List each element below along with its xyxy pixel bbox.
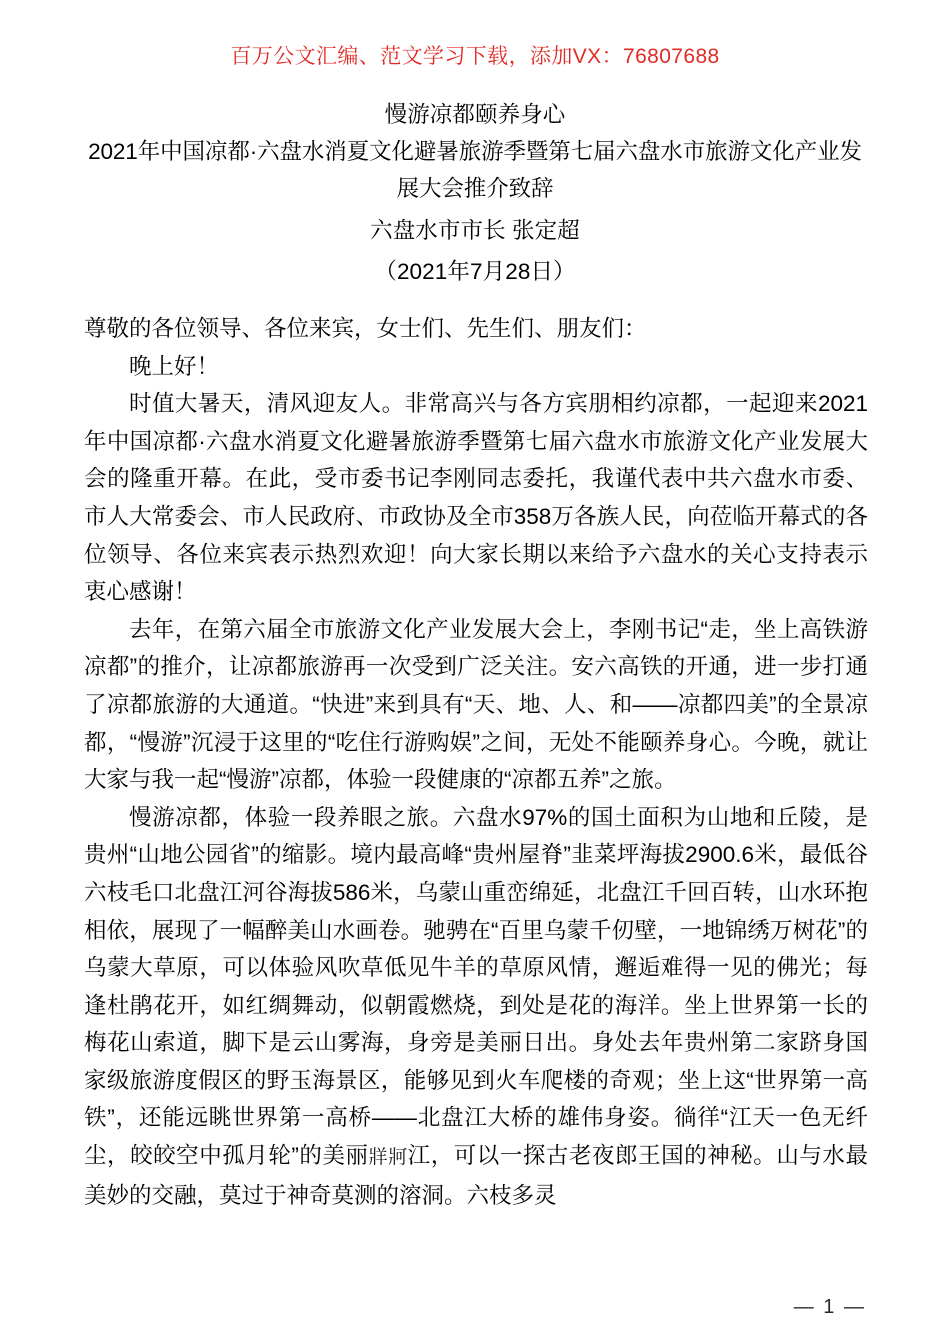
- page-footer: [0, 1296, 950, 1319]
- body-paragraph-3-segment-a: 慢游凉都，体验一段养眼之旅。六盘水97%的国土面积为山地和丘陵，是贵州“山地公园省”的缩影。境内最高峰“贵州屋脊”韭菜坪海拔2900.6米，最低谷六枝毛口北盘江河谷海拔586米，乌蒙山重峦绵延，北盘江千回百转，山水环抱相依，展现了一幅醉美山水画卷。驰骋在“百里乌蒙千仞壁，一地锦绣万树花”的乌蒙大草原，可以体验风吹草低见牛羊的草原风情，邂逅难得一见的佛光；每逢杜鹃花开，如红绸舞动，似朝霞燃烧，到处是花的海洋。坐上世界第一长的梅花山索道，脚下是云山雾海，身旁是美丽日出。身处去年贵州第二家跻身国家级旅游度假区的野玉海景区，能够见到火车爬楼的奇观；坐上这“世界第一高铁”，还能远眺世界第一高桥——北盘江大桥的雄伟身姿。徜徉“江天一色无纤尘，皎皎空中孤月轮”的美丽: [84, 804, 868, 1169]
- page-number-marker: — 1 —: [793, 1296, 866, 1318]
- body-paragraph-3: [84, 799, 868, 1215]
- salutation-line: 尊敬的各位领导、各位来宾，女士们、先生们、朋友们：: [84, 316, 647, 341]
- greeting-line: 晚上好！: [129, 353, 220, 379]
- document-title-main: 慢游凉都颐养身心: [384, 102, 566, 127]
- body-paragraph-3-segment-b: 江，可以一探古老夜郎王国的神秘。山与水最美妙的交融，莫过于神奇莫测的溶洞。六枝多灵: [84, 1143, 868, 1208]
- document-date: （2021年7月28日）: [374, 259, 576, 284]
- body-paragraph-1: 时值大暑天，清风迎友人。非常高兴与各方宾朋相约凉都，一起迎来2021年中国凉都·六盘水消夏文化避暑旅游季暨第七届六盘水市旅游文化产业发展大会的隆重开幕。在此，受市委书记李刚同志委托，我谨代表中共六盘水市委、市人大常委会、市人民政府、市政协及全市358万各族人民，向莅临开幕式的各位领导、各位来宾表示热烈欢迎！向大家长期以来给予六盘水的关心支持表示衷心感谢！: [84, 391, 868, 605]
- document-title-block: [84, 96, 866, 290]
- body-paragraph-2: 去年，在第六届全市旅游文化产业发展大会上，李刚书记“走，坐上高铁游凉都”的推介，让凉都旅游再一次受到广泛关注。安六高铁的开通，进一步打通了凉都旅游的大通道。“快进”来到具有“天、地、人、和——凉都四美”的全景凉都，“慢游”沉浸于这里的“吃住行游购娱”之间，无处不能颐养身心。今晚，就让大家与我一起“慢游”凉都，体验一段健康的“凉都五养”之旅。: [84, 616, 868, 793]
- document-title-subtitle: 2021年中国凉都·六盘水消夏文化避暑旅游季暨第七届六盘水市旅游文化产业发展大会推介致辞: [88, 139, 862, 201]
- document-byline: 六盘水市市长 张定超: [370, 218, 580, 243]
- rare-glyph-run: 牂牁: [368, 1146, 408, 1169]
- promo-banner-text: 百万公文汇编、范文学习下载，添加VX：76807688: [230, 45, 720, 68]
- document-body: [84, 310, 868, 1214]
